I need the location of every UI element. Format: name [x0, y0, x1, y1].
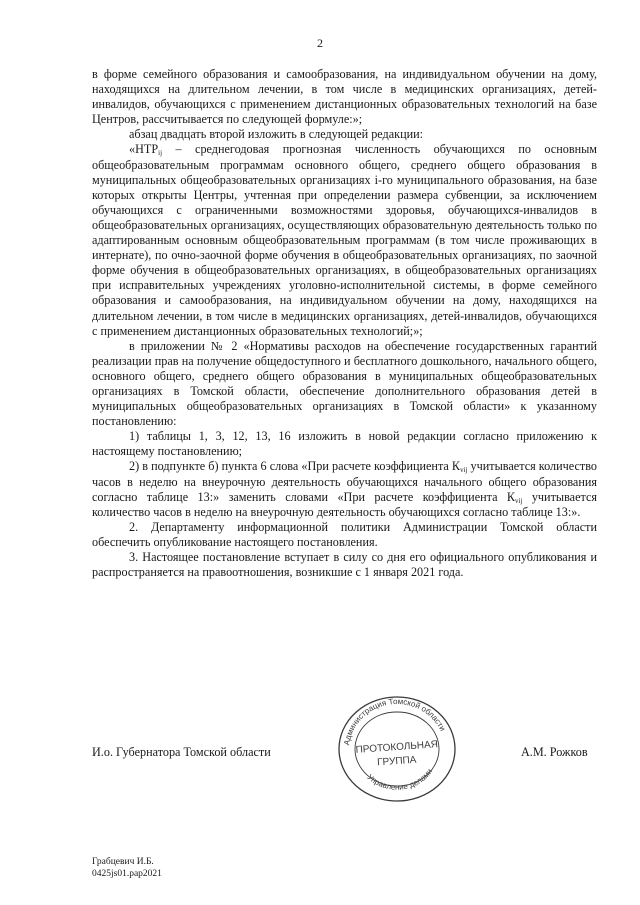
paragraph-ntr-definition [92, 142, 597, 338]
ntr-prefix: «НТР [129, 142, 159, 157]
footer-info [92, 856, 162, 880]
coefficient-subscript-1: vij [460, 466, 468, 475]
paragraph-item-2 [92, 459, 597, 519]
stamp-ring-bottom-text: Управление делами [365, 767, 435, 792]
official-stamp [333, 692, 461, 804]
ntr-subscript: ij [158, 149, 163, 158]
paragraph-appendix-2: в приложении № 2 «Нормативы расходов на обеспечение государственных гарантий реализации прав на получение общедоступного и бесплатного дошкольного, начального общего, основного общего, среднего общего образования в муниципальных общеобразовательных организациях в Томской области, обеспечение дополнительного образования детей в муниципальных общеобразовательных организациях в Томской области» к указанному постановлению: [92, 338, 597, 429]
stamp-ring-top-text: Администрация Томской области [342, 696, 448, 746]
signatory-name: А.М. Рожков [521, 745, 588, 759]
signatory-position: И.о. Губернатора Томской области [92, 745, 271, 759]
coefficient-subscript-2: vij [515, 496, 523, 505]
document-body [92, 67, 597, 580]
page-number: 2 [317, 36, 323, 50]
item-2-part-a: 2) в подпункте б) пункта 6 слова «При расчете коэффициента К [129, 459, 461, 474]
paragraph-publication: 2. Департаменту информационной политики Администрации Томской области обеспечить опубликование настоящего постановления. [92, 519, 597, 549]
item-2-part-c: учитывается количество часов в неделю на внеурочную деятельность обучающихся согласно таблице 13:». [92, 489, 597, 519]
executor-name: Грабцевич И.Б. [92, 857, 154, 867]
item-2-part-b: учитывается количество часов в неделю на внеурочную деятельность обучающихся начального общего образования согласно таблице 13:» заменить словами «При расчете коэффициента К [92, 459, 597, 504]
paragraph-item-1: 1) таблицы 1, 3, 12, 13, 16 изложить в новой редакции согласно приложению к настоящему постановлению; [92, 429, 597, 459]
stamp-center-line2: ГРУППА [376, 754, 417, 769]
ntr-text: – среднегодовая прогнозная численность обучающихся по основным общеобразовательным программам основного общего, среднего общего образования в муниципальных общеобразовательных организациях i-го муниципального образования, на базе которых открыты Центры, учтенная при определении размера субвенции, за исключением обучающихся с ограниченными возможностями здоровья, обучающихся-инвалидов в общеобразовательных организациях, осуществляющих образовательную деятельность только по адаптированным основным общеобразовательным программам (в том числе проживающих в интернате), по очно-заочной форме обучения в общеобразовательных организациях, по заочной форме обучения в общеобразовательных организациях, в общеобразовательных организациях при исправительных учреждениях уголовно-исполнительной системы, в форме семейного образования и самообразования, на индивидуальном обучении на дому, находящихся на длительном лечении, в том числе в медицинских организациях, детей-инвалидов, обучающихся с применением дистанционных образовательных технологий;»; [92, 142, 597, 338]
paragraph-effective-date: 3. Настоящее постановление вступает в силу со дня его официального опубликования и распространяется на правоотношения, возникшие с 1 января 2021 года. [92, 550, 597, 580]
paragraph-amend-intro: абзац двадцать второй изложить в следующей редакции: [129, 127, 424, 142]
file-code: 0425js01.pap2021 [92, 869, 162, 879]
stamp-center-line1: ПРОТОКОЛЬНАЯ [355, 739, 439, 756]
paragraph-formula-continuation: в форме семейного образования и самообразования, на индивидуальном обучении на дому, находящихся на длительном лечении, в том числе в медицинских организациях, детей-инвалидов, обучающихся с применением дистанционных образовательных технологий на базе Центров, рассчитывается по следующей формуле:»; [92, 67, 597, 127]
